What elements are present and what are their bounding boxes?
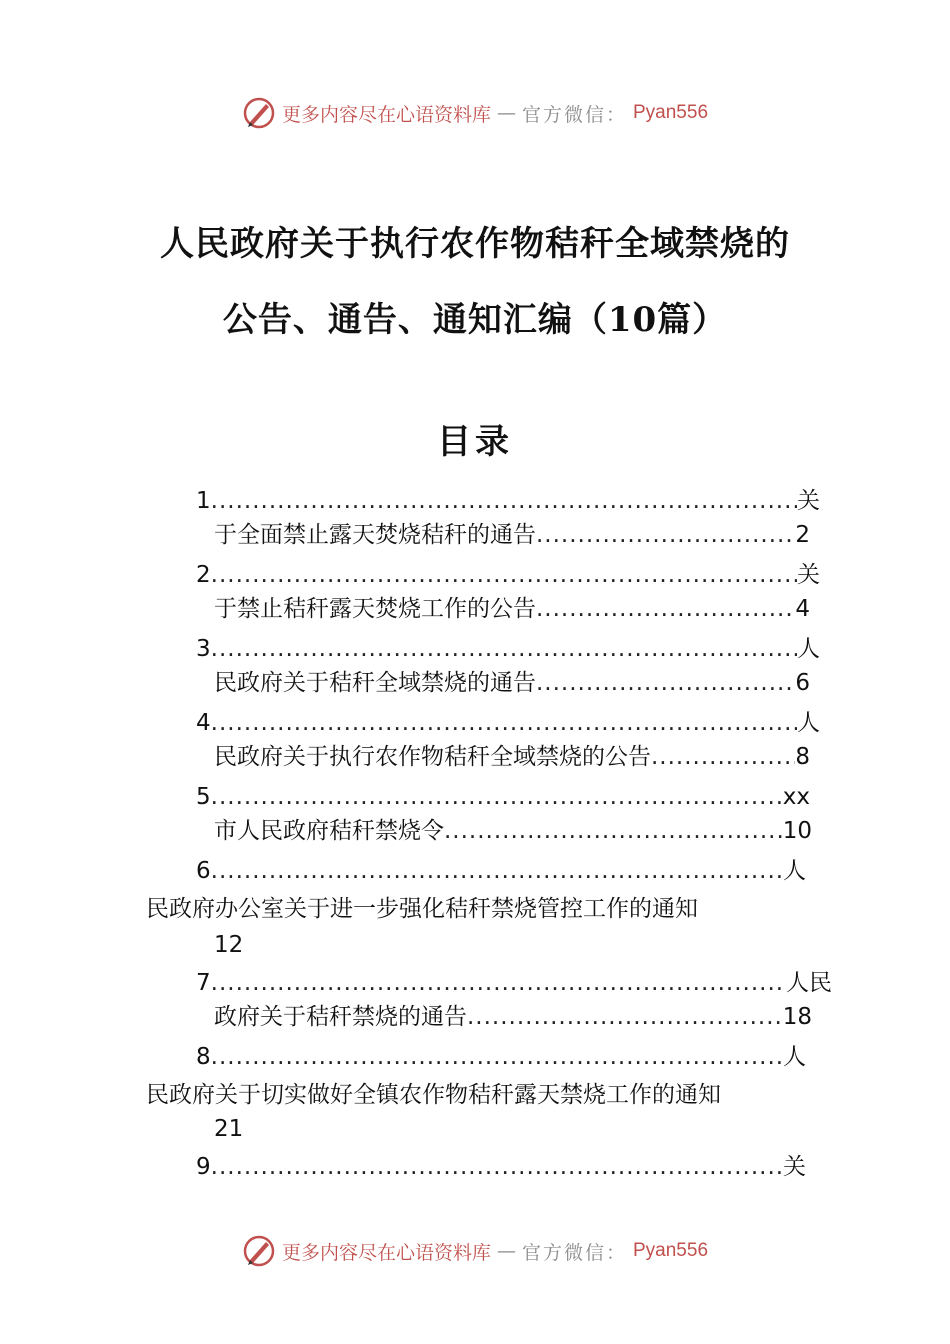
watermark-official-label: 官方微信： [521, 1241, 627, 1264]
toc-leader-dots [536, 668, 795, 698]
toc-entry-lead: 人 [783, 1044, 806, 1070]
toc-entry-2-head[interactable] [196, 560, 820, 590]
toc-entry-lead: 人民 [786, 970, 832, 996]
toc-entry-lead: 关 [783, 1154, 806, 1180]
toc-leader-dots [536, 594, 795, 624]
toc-entry-7-head[interactable] [196, 968, 832, 998]
watermark-wechat-id: Pyan556 [633, 102, 709, 123]
toc-entry-lead: 关 [797, 488, 820, 514]
toc-leader-dots [211, 1152, 783, 1182]
toc-entry-4-head[interactable] [196, 708, 820, 738]
toc-entry-7-body[interactable] [214, 1002, 812, 1032]
toc-entry-number: 9 [196, 1154, 211, 1180]
toc-entry-page: 4 [795, 596, 810, 622]
document-title-line2: 公告、通告、通知汇编（10篇） [222, 300, 728, 340]
toc-entry-6-page: 12 [214, 932, 244, 958]
toc-entry-1-head[interactable] [196, 486, 820, 516]
watermark-text: 更多内容尽在心语资料库 [281, 1241, 491, 1264]
toc-leader-dots [211, 968, 786, 998]
toc-entry-4-body[interactable] [214, 742, 810, 772]
toc-entry-number: 7 [196, 970, 211, 996]
toc-entry-number: 1 [196, 488, 211, 514]
toc-entry-number: 2 [196, 562, 211, 588]
toc-entry-number: 3 [196, 636, 211, 662]
toc-entry-number: 6 [196, 858, 211, 884]
toc-entry-number: 4 [196, 710, 211, 736]
toc-entry-2-body[interactable] [214, 594, 810, 624]
toc-heading: 目录 [437, 422, 513, 462]
toc-leader-dots [211, 634, 797, 664]
toc-entry-lead: 人 [783, 858, 806, 884]
toc-leader-dots [211, 1042, 783, 1072]
toc-entry-lead: xx [782, 784, 810, 810]
toc-entry-8-body[interactable]: 民政府关于切实做好全镇农作物秸秆露天禁烧工作的通知 [146, 1082, 721, 1108]
toc-entry-lead: 人 [797, 636, 820, 662]
watermark-separator: — [496, 102, 516, 124]
toc-entry-8-page: 21 [214, 1116, 244, 1142]
toc-entry-title: 于全面禁止露天焚烧秸秆的通告 [214, 522, 536, 548]
toc-leader-dots [211, 708, 797, 738]
toc-entry-page: 6 [795, 670, 810, 696]
toc-entry-page: 18 [782, 1004, 812, 1030]
toc-entry-1-body[interactable] [214, 520, 810, 550]
toc-entry-6-head[interactable] [196, 856, 806, 886]
watermark-text: 更多内容尽在心语资料库 [281, 103, 491, 126]
toc-entry-lead: 人 [797, 710, 820, 736]
toc-entry-lead: 关 [797, 562, 820, 588]
toc-leader-dots [467, 1002, 783, 1032]
watermark-official-label: 官方微信： [521, 103, 627, 126]
document-title-line1: 人民政府关于执行农作物秸秆全域禁烧的 [160, 224, 790, 264]
toc-entry-title: 政府关于秸秆禁烧的通告 [214, 1004, 467, 1030]
toc-entry-number: 8 [196, 1044, 211, 1070]
toc-entry-8-head[interactable] [196, 1042, 806, 1072]
toc-entry-page: 8 [795, 744, 810, 770]
toc-entry-5-head[interactable] [196, 782, 810, 812]
footer-watermark [0, 1234, 950, 1268]
toc-entry-6-body[interactable]: 民政府办公室关于进一步强化秸秆禁烧管控工作的通知 [146, 896, 698, 922]
toc-entry-3-head[interactable] [196, 634, 820, 664]
toc-leader-dots [211, 486, 797, 516]
toc-leader-dots [651, 742, 795, 772]
toc-entry-3-body[interactable] [214, 668, 810, 698]
toc-leader-dots [211, 782, 783, 812]
watermark-separator: — [496, 1240, 516, 1262]
header-watermark [0, 96, 950, 130]
toc-entry-title: 于禁止秸秆露天焚烧工作的公告 [214, 596, 536, 622]
toc-entry-page: 2 [795, 522, 810, 548]
toc-leader-dots [211, 856, 783, 886]
toc-entry-title: 民政府关于执行农作物秸秆全域禁烧的公告 [214, 744, 651, 770]
toc-entry-number: 5 [196, 784, 211, 810]
watermark-wechat-id: Pyan556 [633, 1240, 709, 1261]
toc-leader-dots [536, 520, 795, 550]
toc-leader-dots [444, 816, 783, 846]
toc-entry-9-head[interactable] [196, 1152, 806, 1182]
pen-logo-icon [242, 1234, 276, 1268]
toc-entry-page: 10 [782, 818, 812, 844]
pen-logo-icon [242, 96, 276, 130]
toc-entry-title: 市人民政府秸秆禁烧令 [214, 818, 444, 844]
toc-leader-dots [211, 560, 797, 590]
toc-entry-5-body[interactable] [214, 816, 812, 846]
toc-entry-title: 民政府关于秸秆全域禁烧的通告 [214, 670, 536, 696]
